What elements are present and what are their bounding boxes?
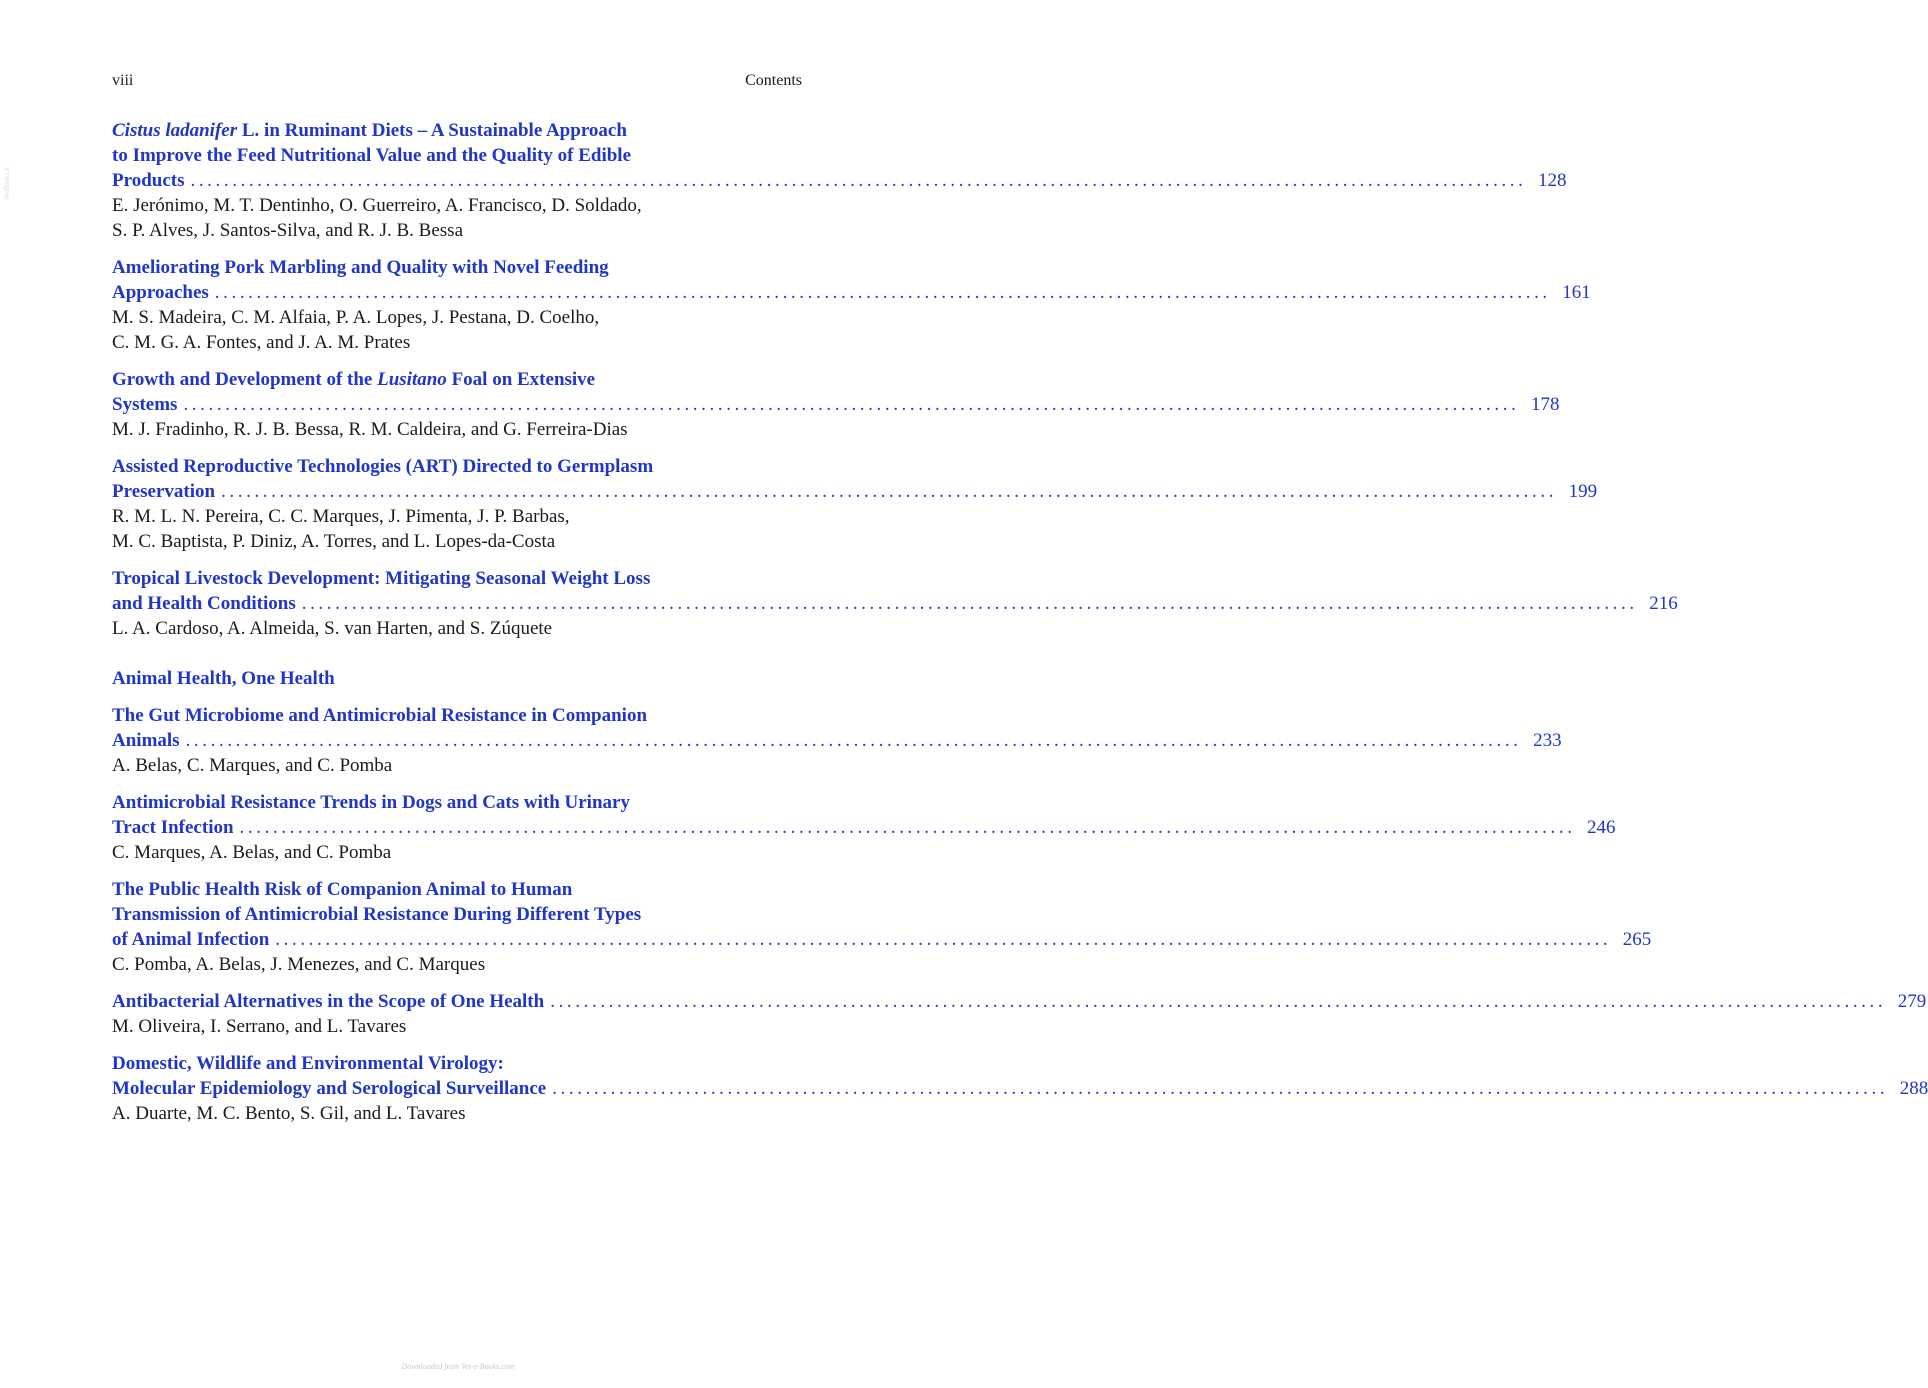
- entry-title-text[interactable]: of Animal Infection: [112, 929, 270, 950]
- toc-entry[interactable]: [112, 367, 1560, 442]
- entry-page-number[interactable]: 246: [1587, 817, 1616, 838]
- entry-title-italic[interactable]: Cistus ladanifer: [112, 120, 238, 141]
- entry-authors: C. Marques, A. Belas, and C. Pomba: [112, 842, 392, 863]
- entry-page-number[interactable]: 279: [1897, 991, 1927, 1012]
- entry-page-number[interactable]: 265: [1622, 929, 1652, 950]
- entry-title-line[interactable]: to Improve the Feed Nutritional Value and the Quality of Edible: [112, 145, 632, 166]
- toc-entry[interactable]: [112, 1051, 1928, 1126]
- entry-title-text[interactable]: Foal on Extensive: [446, 369, 596, 390]
- entry-title-line[interactable]: Transmission of Antimicrobial Resistance During Different Types: [112, 904, 642, 925]
- entry-title-last-line[interactable]: [112, 927, 1652, 952]
- page-header: [112, 72, 802, 94]
- toc-entry[interactable]: [112, 118, 1567, 243]
- entry-authors: R. M. L. N. Pereira, C. C. Marques, J. Pimenta, J. P. Barbas,: [112, 506, 570, 527]
- entry-title-text[interactable]: Growth and Development of the: [112, 369, 378, 390]
- toc-entry[interactable]: [112, 790, 1616, 865]
- entry-authors: C. M. G. A. Fontes, and J. A. M. Prates: [112, 332, 411, 353]
- entry-title-last-line[interactable]: [112, 1076, 1928, 1101]
- footer-watermark: Downloaded from Vet-e-Books.com: [401, 1362, 515, 1371]
- dot-leader: ................................................................................................................................................................: [552, 1078, 1889, 1099]
- toc-entry[interactable]: [112, 454, 1598, 554]
- entry-authors: A. Belas, C. Marques, and C. Pomba: [112, 755, 393, 776]
- dot-leader: ................................................................................................................................................................: [214, 282, 1551, 303]
- entry-title-text[interactable]: Approaches: [112, 282, 209, 303]
- side-watermark: VetBooks.ir: [3, 166, 11, 200]
- entry-title-text[interactable]: Products: [112, 170, 185, 191]
- toc-entry[interactable]: [112, 566, 1678, 641]
- entry-authors: L. A. Cardoso, A. Almeida, S. van Harten, and S. Zúquete: [112, 618, 553, 639]
- entry-title-last-line[interactable]: [112, 591, 1678, 616]
- entry-authors: S. P. Alves, J. Santos-Silva, and R. J. B. Bessa: [112, 220, 464, 241]
- entry-authors: A. Duarte, M. C. Bento, S. Gil, and L. Tavares: [112, 1103, 466, 1124]
- entry-title-text[interactable]: and Health Conditions: [112, 593, 296, 614]
- entry-page-number[interactable]: 128: [1537, 170, 1567, 191]
- dot-leader: ................................................................................................................................................................: [185, 730, 1522, 751]
- entry-title-line[interactable]: The Gut Microbiome and Antimicrobial Resistance in Companion: [112, 705, 648, 726]
- entry-title-last-line[interactable]: [112, 815, 1616, 840]
- dot-leader: ................................................................................................................................................................: [275, 929, 1612, 950]
- entry-page-number[interactable]: 288: [1899, 1078, 1928, 1099]
- entry-title-last-line[interactable]: [112, 168, 1567, 193]
- entry-page-number[interactable]: 178: [1530, 394, 1560, 415]
- entry-title-text[interactable]: L. in Ruminant Diets – A Sustainable Approach: [237, 120, 627, 141]
- dot-leader: ................................................................................................................................................................: [221, 481, 1558, 502]
- toc-entry[interactable]: [112, 877, 1652, 977]
- running-title: Contents: [745, 72, 802, 89]
- entry-authors: M. S. Madeira, C. M. Alfaia, P. A. Lopes, J. Pestana, D. Coelho,: [112, 307, 600, 328]
- page-number: viii: [112, 72, 134, 89]
- entry-authors: C. Pomba, A. Belas, J. Menezes, and C. Marques: [112, 954, 486, 975]
- entry-title-line[interactable]: The Public Health Risk of Companion Animal to Human: [112, 879, 573, 900]
- entry-page-number[interactable]: 233: [1533, 730, 1562, 751]
- entry-title-text[interactable]: Tract Infection: [112, 817, 234, 838]
- entry-title-italic[interactable]: Lusitano: [377, 369, 447, 390]
- entry-title-text[interactable]: Molecular Epidemiology and Serological Surveillance: [112, 1078, 547, 1099]
- entry-title-line[interactable]: Domestic, Wildlife and Environmental Virology:: [112, 1053, 504, 1074]
- dot-leader: ................................................................................................................................................................: [239, 817, 1576, 838]
- entry-title-last-line[interactable]: [112, 728, 1562, 753]
- dot-leader: ................................................................................................................................................................: [550, 991, 1887, 1012]
- entry-title-line[interactable]: Assisted Reproductive Technologies (ART) Directed to Germplasm: [112, 456, 654, 477]
- entry-title-last-line[interactable]: [112, 989, 1927, 1014]
- entry-title-line[interactable]: [112, 367, 802, 392]
- toc-entry[interactable]: [112, 989, 1927, 1039]
- entry-title-line[interactable]: Antimicrobial Resistance Trends in Dogs and Cats with Urinary: [112, 792, 630, 813]
- entry-authors: M. C. Baptista, P. Diniz, A. Torres, and L. Lopes-da-Costa: [112, 531, 556, 552]
- entry-page-number[interactable]: 199: [1568, 481, 1598, 502]
- dot-leader: ................................................................................................................................................................: [190, 170, 1527, 191]
- entry-title-line[interactable]: Ameliorating Pork Marbling and Quality with Novel Feeding: [112, 257, 609, 278]
- entry-authors: E. Jerónimo, M. T. Dentinho, O. Guerreiro, A. Francisco, D. Soldado,: [112, 195, 642, 216]
- entry-authors: M. J. Fradinho, R. J. B. Bessa, R. M. Caldeira, and G. Ferreira-Dias: [112, 419, 628, 440]
- toc-entry[interactable]: [112, 255, 1591, 355]
- entry-page-number[interactable]: 216: [1649, 593, 1678, 614]
- entry-title-line[interactable]: [112, 118, 802, 143]
- entry-title-last-line[interactable]: [112, 280, 1591, 305]
- toc-entry[interactable]: [112, 703, 1562, 778]
- dot-leader: ................................................................................................................................................................: [301, 593, 1638, 614]
- dot-leader: ................................................................................................................................................................: [183, 394, 1520, 415]
- entry-page-number[interactable]: 161: [1562, 282, 1591, 303]
- entry-authors: M. Oliveira, I. Serrano, and L. Tavares: [112, 1016, 407, 1037]
- entry-title-line[interactable]: Tropical Livestock Development: Mitigating Seasonal Weight Loss: [112, 568, 651, 589]
- entry-title-text[interactable]: Animals: [112, 730, 180, 751]
- entry-title-last-line[interactable]: [112, 479, 1598, 504]
- entry-title-text[interactable]: Systems: [112, 394, 178, 415]
- entry-title-last-line[interactable]: [112, 392, 1560, 417]
- entry-title-text[interactable]: Antibacterial Alternatives in the Scope of One Health: [112, 991, 545, 1012]
- entry-title-text[interactable]: Preservation: [112, 481, 216, 502]
- section-heading[interactable]: Animal Health, One Health: [112, 668, 335, 689]
